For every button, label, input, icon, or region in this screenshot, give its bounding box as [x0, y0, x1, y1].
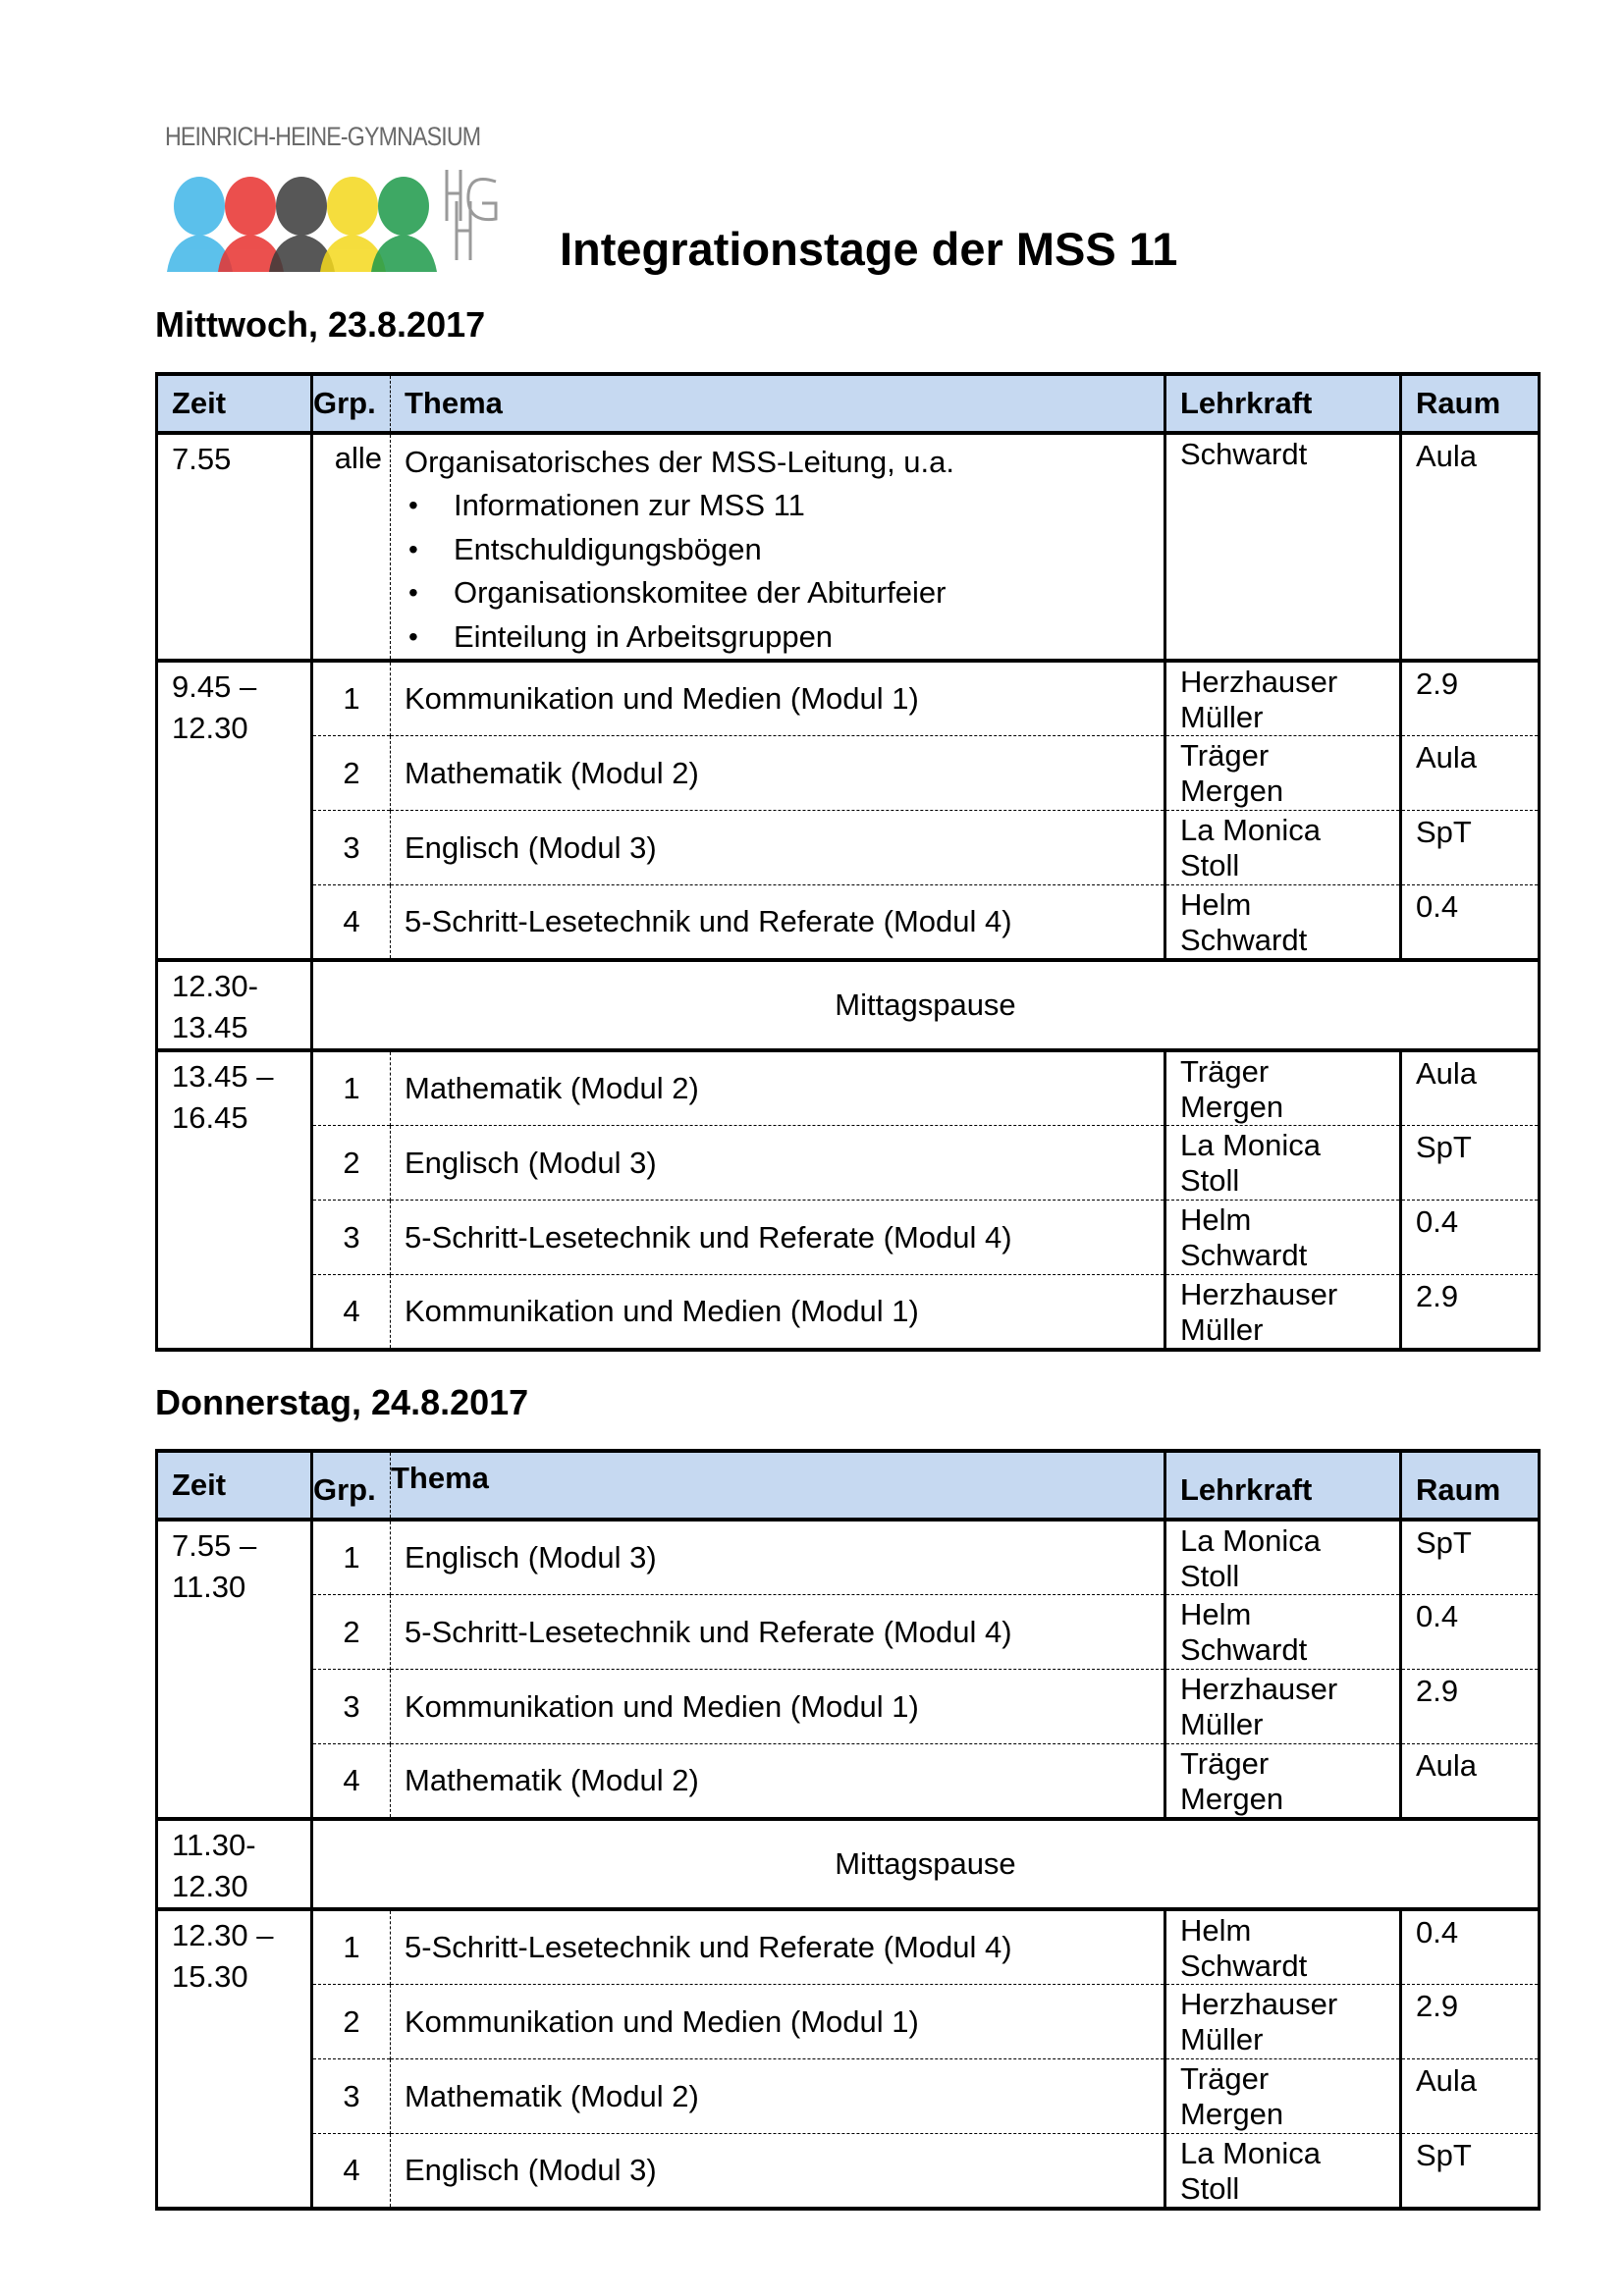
cell-thema: Kommunikation und Medien (Modul 1)	[391, 1670, 1165, 1744]
cell-zeit	[157, 661, 312, 960]
cell-zeit	[157, 960, 312, 1050]
cell-thema: 5-Schritt-Lesetechnik und Referate (Modul 4)	[391, 1909, 1165, 1985]
cell-thema: Englisch (Modul 3)	[391, 2134, 1165, 2210]
cell-lehrkraft	[1165, 1670, 1401, 1744]
cell-thema: 5-Schritt-Lesetechnik und Referate (Modul 4)	[391, 885, 1165, 961]
cell-raum: 0.4	[1401, 1595, 1540, 1670]
cell-grp: 2	[312, 736, 391, 811]
cell-grp: 1	[312, 1909, 391, 1985]
cell-thema	[391, 433, 1165, 661]
cell-raum: 0.4	[1401, 885, 1540, 961]
table-row-intro	[157, 433, 1540, 661]
cell-thema: Englisch (Modul 3)	[391, 1520, 1165, 1595]
teacher-name: Träger	[1180, 1746, 1270, 1781]
col-header-thema: Thema	[391, 1451, 1165, 1520]
table-row	[157, 1670, 1540, 1744]
table-row	[157, 1985, 1540, 2059]
schedule-table-thursday	[155, 1449, 1541, 2211]
cell-zeit	[157, 1050, 312, 1350]
cell-raum: SpT	[1401, 1520, 1540, 1595]
table-row	[157, 885, 1540, 961]
cell-grp: 2	[312, 1595, 391, 1670]
zeit-from: 12.30-	[172, 969, 258, 1003]
teacher-name: Müller	[1180, 1312, 1264, 1347]
zeit-to: 12.30	[172, 711, 248, 745]
cell-lehrkraft	[1165, 1985, 1401, 2059]
teacher-name: Helm	[1180, 1597, 1252, 1631]
table-row	[157, 1275, 1540, 1351]
cell-lehrkraft	[1165, 2134, 1401, 2210]
table-row	[157, 1050, 1540, 1126]
cell-lehrkraft	[1165, 885, 1401, 961]
cell-lehrkraft	[1165, 1744, 1401, 1820]
cell-raum: 2.9	[1401, 1985, 1540, 2059]
cell-lehrkraft	[1165, 1050, 1401, 1126]
table-row	[157, 1595, 1540, 1670]
table-row	[157, 736, 1540, 811]
table-header-row	[157, 1451, 1540, 1520]
cell-raum: Aula	[1401, 433, 1540, 661]
page-title: Integrationstage der MSS 11	[560, 223, 1178, 275]
teacher-name: Träger	[1180, 2061, 1270, 2096]
col-header-raum: Raum	[1401, 374, 1540, 433]
teacher-name: Herzhauser	[1180, 665, 1338, 699]
list-item: • Organisationskomitee der Abiturfeier	[405, 571, 1164, 615]
cell-thema: Mathematik (Modul 2)	[391, 1744, 1165, 1820]
teacher-name: Träger	[1180, 738, 1270, 773]
cell-raum: 2.9	[1401, 1670, 1540, 1744]
cell-grp: 2	[312, 1126, 391, 1201]
teacher-name: Stoll	[1180, 1163, 1240, 1198]
teacher-name: Mergen	[1180, 774, 1284, 808]
cell-lehrkraft	[1165, 2059, 1401, 2134]
zeit-from: 13.45 –	[172, 1059, 274, 1094]
table-row	[157, 1909, 1540, 1985]
teacher-name: Müller	[1180, 2022, 1264, 2056]
teacher-name: Müller	[1180, 1707, 1264, 1741]
cell-lehrkraft	[1165, 1520, 1401, 1595]
cell-raum: SpT	[1401, 2134, 1540, 2210]
cell-lehrkraft	[1165, 1201, 1401, 1275]
teacher-name: Stoll	[1180, 2171, 1240, 2206]
cell-lehrkraft	[1165, 661, 1401, 736]
zeit-to: 16.45	[172, 1100, 248, 1135]
cell-raum: Aula	[1401, 2059, 1540, 2134]
cell-thema: 5-Schritt-Lesetechnik und Referate (Modul 4)	[391, 1201, 1165, 1275]
zeit-from: 12.30 –	[172, 1918, 274, 1952]
cell-grp: 4	[312, 2134, 391, 2210]
table-row	[157, 1744, 1540, 1820]
col-header-raum: Raum	[1401, 1451, 1540, 1520]
cell-thema: 5-Schritt-Lesetechnik und Referate (Modul 4)	[391, 1595, 1165, 1670]
table-row	[157, 661, 1540, 736]
teacher-name: Mergen	[1180, 2097, 1284, 2131]
zeit-from: 11.30-	[172, 1828, 256, 1862]
col-header-thema: Thema	[391, 374, 1165, 433]
cell-lehrkraft	[1165, 1595, 1401, 1670]
teacher-name: Helm	[1180, 1913, 1252, 1948]
cell-grp: 3	[312, 2059, 391, 2134]
teacher-name: Stoll	[1180, 1559, 1240, 1593]
col-header-zeit: Zeit	[157, 374, 312, 433]
teacher-name: Träger	[1180, 1054, 1270, 1089]
teacher-name: La Monica	[1180, 1523, 1322, 1558]
intro-thema-text: Organisatorisches der MSS-Leitung, u.a.	[405, 445, 954, 479]
zeit-to: 15.30	[172, 1959, 248, 1994]
cell-grp: 4	[312, 1275, 391, 1351]
cell-thema: Mathematik (Modul 2)	[391, 1050, 1165, 1126]
table-row	[157, 2059, 1540, 2134]
time-block	[157, 1050, 1540, 1350]
cell-thema: Kommunikation und Medien (Modul 1)	[391, 1275, 1165, 1351]
pause-block	[157, 960, 1540, 1050]
cell-raum: SpT	[1401, 811, 1540, 885]
teacher-name: La Monica	[1180, 1128, 1322, 1162]
cell-thema: Kommunikation und Medien (Modul 1)	[391, 1985, 1165, 2059]
col-header-grp: Grp.	[312, 374, 391, 433]
table-row-pause	[157, 1819, 1540, 1909]
zeit-to: 11.30	[172, 1570, 246, 1604]
portrait-green	[371, 177, 437, 272]
day-heading-wednesday: Mittwoch, 23.8.2017	[155, 304, 486, 345]
cell-grp: 1	[312, 1050, 391, 1126]
cell-grp: 3	[312, 1670, 391, 1744]
cell-raum: SpT	[1401, 1126, 1540, 1201]
teacher-name: Herzhauser	[1180, 1672, 1338, 1706]
teacher-name: Schwardt	[1180, 1632, 1308, 1667]
cell-zeit	[157, 1520, 312, 1819]
col-header-lehrkraft: Lehrkraft	[1165, 374, 1401, 433]
zeit-to: 13.45	[172, 1010, 248, 1044]
col-header-zeit: Zeit	[157, 1451, 312, 1520]
list-item: • Einteilung in Arbeitsgruppen	[405, 615, 1164, 660]
cell-grp: 2	[312, 1985, 391, 2059]
teacher-name: Schwardt	[1180, 1238, 1308, 1272]
cell-raum: 2.9	[1401, 661, 1540, 736]
cell-zeit: 7.55	[157, 433, 312, 661]
cell-grp: 1	[312, 1520, 391, 1595]
cell-thema: Mathematik (Modul 2)	[391, 736, 1165, 811]
list-item: • Entschuldigungsbögen	[405, 528, 1164, 572]
cell-raum: Aula	[1401, 1050, 1540, 1126]
cell-lehrkraft	[1165, 1126, 1401, 1201]
time-block	[157, 1520, 1540, 1819]
cell-zeit	[157, 1819, 312, 1909]
zeit-from: 9.45 –	[172, 669, 257, 704]
cell-lehrkraft	[1165, 1275, 1401, 1351]
table-row-pause	[157, 960, 1540, 1050]
cell-raum: 2.9	[1401, 1275, 1540, 1351]
pause-label: Mittagspause	[312, 1819, 1540, 1909]
cell-lehrkraft	[1165, 811, 1401, 885]
table-row	[157, 811, 1540, 885]
cell-grp: 4	[312, 1744, 391, 1820]
school-logo-image	[162, 162, 501, 272]
pause-block	[157, 1819, 1540, 1909]
cell-raum: 0.4	[1401, 1201, 1540, 1275]
zeit-to: 12.30	[172, 1869, 248, 1903]
schedule-table-wednesday	[155, 372, 1541, 1352]
col-header-lehrkraft: Lehrkraft	[1165, 1451, 1401, 1520]
table-row	[157, 1126, 1540, 1201]
cell-thema: Kommunikation und Medien (Modul 1)	[391, 661, 1165, 736]
cell-lehrkraft: Schwardt	[1165, 433, 1401, 661]
teacher-name: Herzhauser	[1180, 1277, 1338, 1311]
zeit-from: 7.55 –	[172, 1528, 257, 1563]
cell-grp: 4	[312, 885, 391, 961]
cell-raum: 0.4	[1401, 1909, 1540, 1985]
list-item: • Informationen zur MSS 11	[405, 484, 1164, 528]
cell-thema: Englisch (Modul 3)	[391, 811, 1165, 885]
cell-grp: 3	[312, 811, 391, 885]
cell-grp: 1	[312, 661, 391, 736]
cell-raum: Aula	[1401, 736, 1540, 811]
teacher-name: La Monica	[1180, 813, 1322, 847]
time-block	[157, 1909, 1540, 2209]
teacher-name: La Monica	[1180, 2136, 1322, 2170]
teacher-name: Müller	[1180, 700, 1264, 734]
cell-thema: Mathematik (Modul 2)	[391, 2059, 1165, 2134]
teacher-name: Schwardt	[1180, 1949, 1308, 1983]
teacher-name: Mergen	[1180, 1090, 1284, 1124]
time-block	[157, 661, 1540, 960]
day-heading-thursday: Donnerstag, 24.8.2017	[155, 1382, 529, 1422]
teacher-name: Stoll	[1180, 848, 1240, 882]
col-header-grp: Grp.	[312, 1451, 391, 1520]
table-row	[157, 1520, 1540, 1595]
teacher-name: Mergen	[1180, 1782, 1284, 1816]
cell-lehrkraft	[1165, 1909, 1401, 1985]
table-row	[157, 2134, 1540, 2210]
teacher-name: Helm	[1180, 1202, 1252, 1237]
cell-thema: Englisch (Modul 3)	[391, 1126, 1165, 1201]
table-header-row	[157, 374, 1540, 433]
hhg-monogram	[447, 170, 496, 260]
table-row	[157, 1201, 1540, 1275]
teacher-name: Herzhauser	[1180, 1987, 1338, 2021]
school-name-logo-text: HEINRICH-HEINE-GYMNASIUM	[165, 122, 481, 151]
cell-zeit	[157, 1909, 312, 2209]
cell-grp: 3	[312, 1201, 391, 1275]
cell-raum: Aula	[1401, 1744, 1540, 1820]
teacher-name: Helm	[1180, 887, 1252, 922]
pause-label: Mittagspause	[312, 960, 1540, 1050]
intro-bullet-list	[405, 484, 1164, 659]
cell-grp: alle	[312, 433, 391, 661]
teacher-name: Schwardt	[1180, 923, 1308, 957]
cell-lehrkraft	[1165, 736, 1401, 811]
